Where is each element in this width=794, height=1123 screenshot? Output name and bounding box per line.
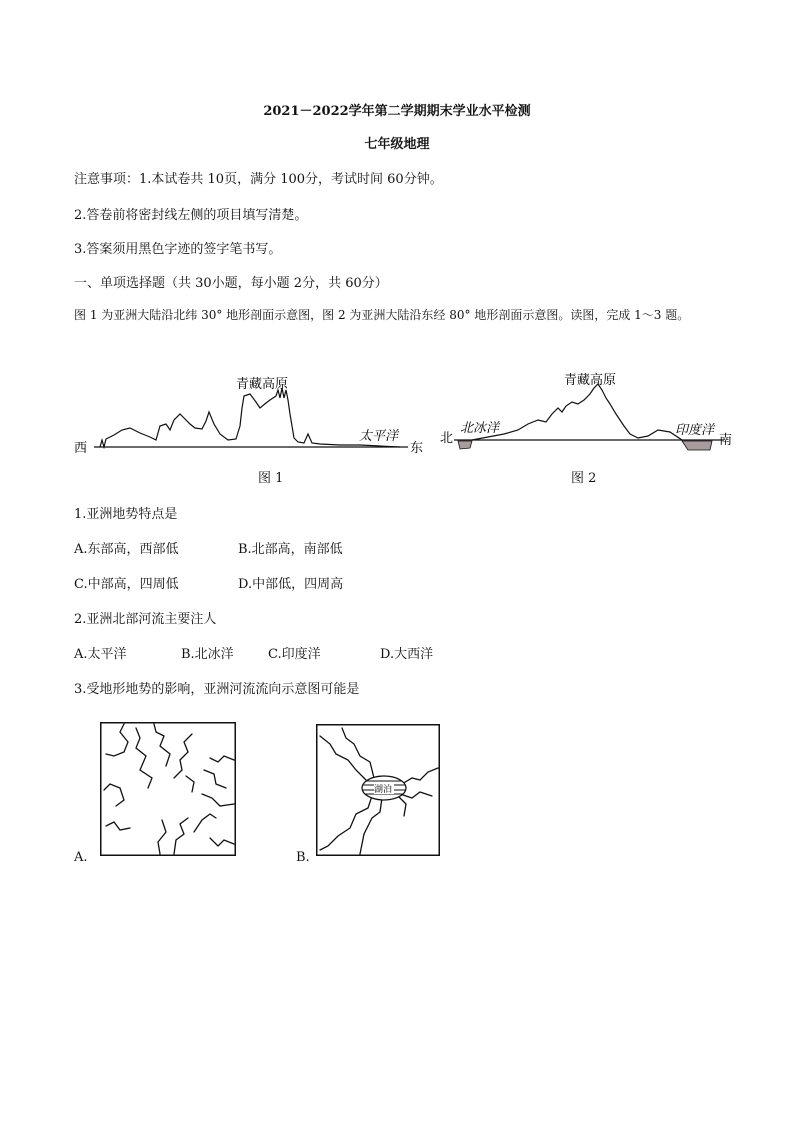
question-3-stem: 3.受地形地势的影响，亚洲河流流向示意图可能是 (74, 682, 360, 697)
question-2-option-d: D.大西洋 (380, 647, 434, 662)
question-2-option-a: A.太平洋 (74, 647, 127, 662)
figure-2-profile (438, 364, 744, 464)
question-2-option-c: C.印度洋 (268, 647, 321, 662)
question-3-option-a: A. (74, 850, 88, 865)
figure-1-east-label: 东 (410, 441, 424, 456)
figure-2-ocean-north-label: 北冰洋 (460, 421, 500, 436)
question-1-option-b: B.北部高，南部低 (238, 542, 343, 557)
figure-2-north-label: 北 (440, 431, 454, 446)
figure-2-ocean-south-label: 印度洋 (675, 423, 715, 438)
question-1-option-d: D.中部低，四周高 (238, 577, 344, 592)
figure-2-south-label: 南 (719, 433, 733, 448)
question-1-option-c: C.中部高，四周低 (74, 577, 179, 592)
figure-1-plateau-label: 青藏高原 (236, 377, 289, 392)
page-subtitle: 七年级地理 (364, 137, 430, 152)
question-2-stem: 2.亚洲北部河流主要注人 (74, 612, 217, 627)
question-2-option-b: B.北冰洋 (181, 647, 234, 662)
lake-label: 湖泊 (374, 785, 393, 795)
figure-2-caption: 图 2 (571, 471, 597, 486)
question-1-option-a: A.东部高，西部低 (74, 542, 179, 557)
question-3-option-b: B. (296, 850, 310, 865)
section-heading: 一、单项选择题（共 30小题，每小题 2分，共 60分） (74, 276, 388, 291)
figure-1-ocean-label: 太平洋 (359, 429, 399, 444)
page-title: 2021－2022学年第二学期期末学业水平检测 (263, 104, 531, 119)
river-map-a (100, 722, 236, 856)
notice-line-2: 2.答卷前将密封线左侧的项目填写清楚。 (74, 208, 308, 223)
notice-line-1: 注意事项：1.本试卷共 10页，满分 100分，考试时间 60分钟。 (74, 172, 443, 187)
figure-1-west-label: 西 (74, 441, 88, 456)
river-map-b (316, 724, 440, 856)
notice-line-3: 3.答案须用黑色字迹的签字笔书写。 (74, 242, 282, 257)
figure-1-profile (70, 368, 430, 483)
section-intro: 图 1 为亚洲大陆沿北纬 30° 地形剖面示意图，图 2 为亚洲大陆沿东经 80° 地形剖面示意图。读图，完成 1～3 题。 (74, 308, 690, 322)
question-1-stem: 1.亚洲地势特点是 (74, 507, 178, 522)
figure-1-caption: 图 1 (258, 471, 284, 486)
figure-2-plateau-label: 青藏高原 (564, 373, 617, 388)
